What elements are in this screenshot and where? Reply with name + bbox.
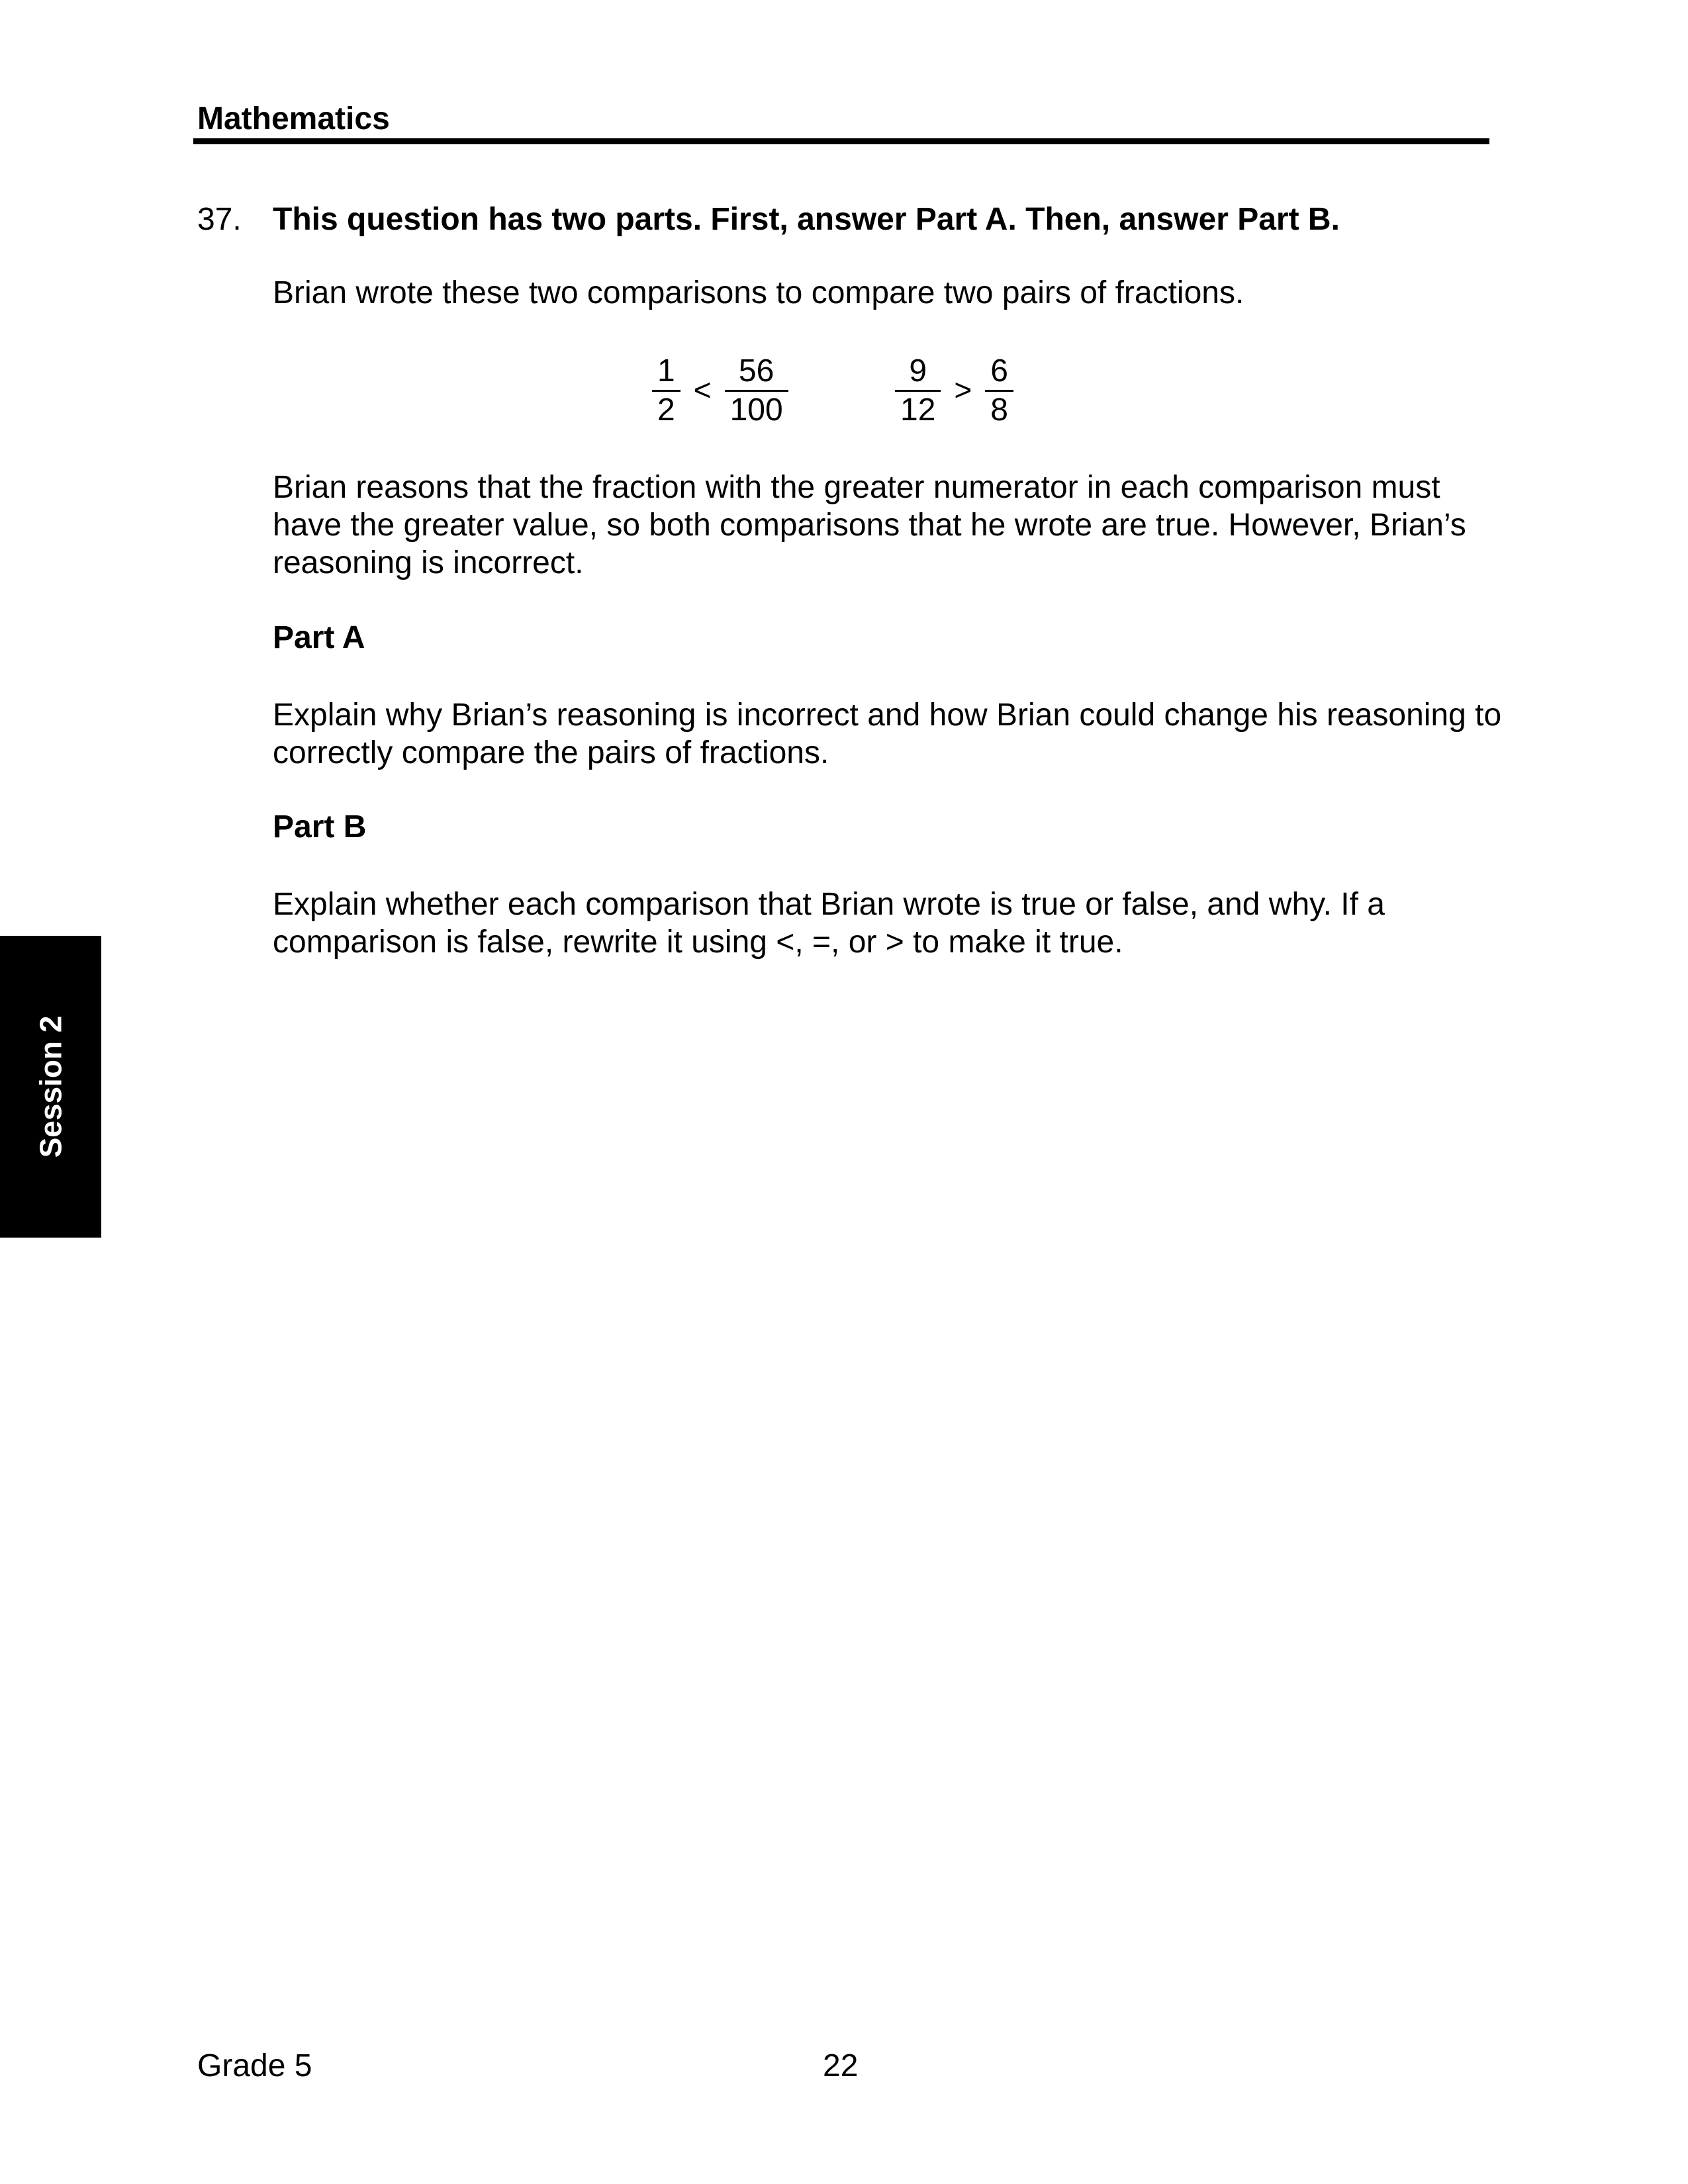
- page-header-title: Mathematics: [197, 101, 390, 136]
- part-b-label: Part B: [273, 809, 367, 844]
- denominator: 12: [900, 392, 936, 428]
- footer-grade: Grade 5: [197, 2048, 312, 2083]
- denominator: 2: [657, 392, 675, 428]
- part-b-text: Explain whether each comparison that Brian wrote is true or false, and why. If a comparison is false, rewrite it using <, =, or > to make it true.: [273, 887, 1385, 960]
- question-instruction: This question has two parts. First, answer Part A. Then, answer Part B.: [273, 202, 1340, 237]
- fraction-9-12: [895, 353, 941, 429]
- comparison-2: [895, 351, 1013, 430]
- numerator: 6: [990, 353, 1008, 388]
- greater-than-operator: >: [954, 373, 972, 407]
- fraction-comparisons: [0, 351, 1688, 430]
- footer-page-number: 22: [823, 2048, 859, 2083]
- fraction-1-2: [652, 353, 680, 429]
- numerator: 56: [738, 353, 774, 388]
- numerator: 9: [909, 353, 927, 388]
- question-number: 37.: [197, 202, 242, 237]
- session-tab: [0, 936, 101, 1238]
- denominator: 8: [990, 392, 1008, 428]
- less-than-operator: <: [693, 373, 712, 407]
- session-tab-label: Session 2: [33, 1015, 68, 1158]
- part-a-label: Part A: [273, 620, 365, 655]
- numerator: 1: [657, 353, 675, 388]
- denominator: 100: [729, 392, 783, 428]
- reasoning-paragraph: Brian reasons that the fraction with the greater numerator in each comparison must have the greater value, so both comparisons that he wrote are true. However, Brian’s reasoning is incorrect.: [273, 470, 1466, 580]
- comparison-1: [652, 351, 788, 430]
- question-intro: Brian wrote these two comparisons to compare two pairs of fractions.: [273, 275, 1244, 310]
- header-divider: [193, 138, 1489, 144]
- fraction-56-100: [725, 353, 788, 429]
- part-a-text: Explain why Brian’s reasoning is incorrect and how Brian could change his reasoning to correctly compare the pairs of fractions.: [273, 698, 1502, 770]
- fraction-6-8: [985, 353, 1013, 429]
